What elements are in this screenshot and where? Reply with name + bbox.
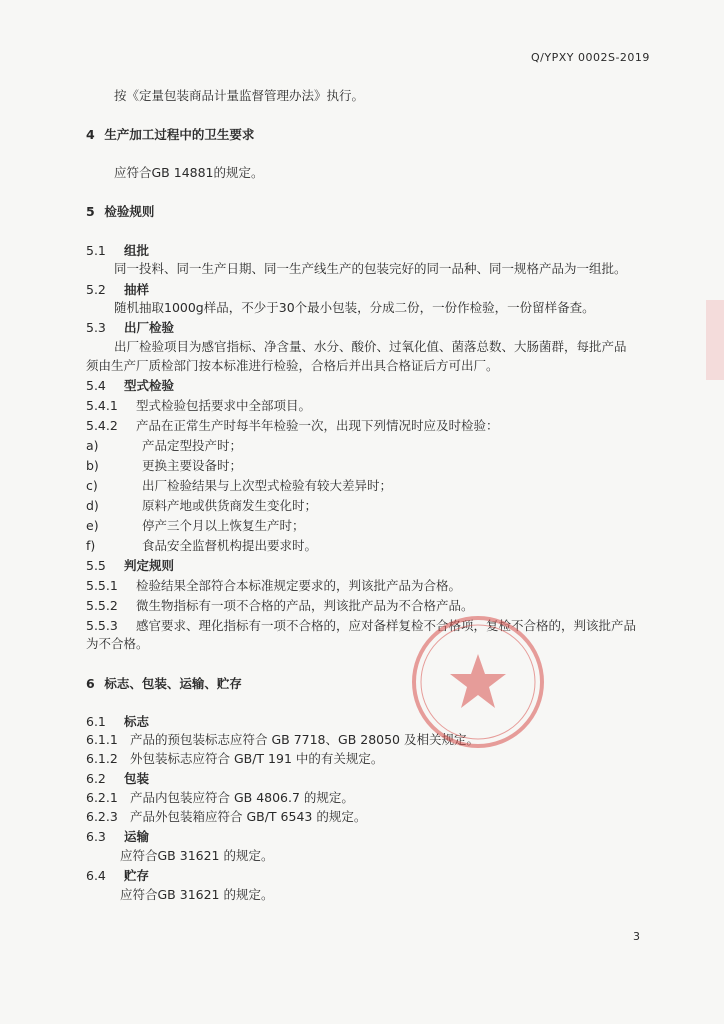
clause-line: 5.4.2 产品在正常生产时每半年检验一次，出现下列情况时应及时检验： [86,418,499,433]
list-item: a) 产品定型投产时； [86,438,242,453]
edge-stamp [706,300,724,380]
subsection-heading: 5.1 组批 [86,243,149,258]
section-heading: 6 标志、包装、运输、贮存 [86,676,242,691]
subsection-heading: 5.2 抽样 [86,282,149,297]
body-line: 为不合格。 [86,636,149,651]
doc-code: Q/YPXY 0002S-2019 [531,51,650,64]
list-item: b) 更换主要设备时； [86,458,242,473]
subsection-heading: 6.1 标志 [86,714,149,729]
body-line: 出厂检验项目为感官指标、净含量、水分、酸价、过氧化值、菌落总数、大肠菌群，每批产品 [114,339,627,354]
body-line: 应符合GB 31621 的规定。 [120,848,274,863]
seal-star-icon [450,654,506,708]
clause-line: 6.2.3 产品外包装箱应符合 GB/T 6543 的规定。 [86,809,367,824]
clause-line: 5.5.3 感官要求、理化指标有一项不合格的，应对备样复检不合格项，复检不合格的，判该批产品 [86,618,636,633]
subsection-heading: 6.3 运输 [86,829,149,844]
list-item: f) 食品安全监督机构提出要求时。 [86,538,317,553]
body-line: 按《定量包装商品计量监督管理办法》执行。 [114,88,365,103]
page-number: 3 [633,930,640,943]
clause-line: 6.1.2 外包装标志应符合 GB/T 191 中的有关规定。 [86,751,384,766]
section-heading: 5 检验规则 [86,204,155,219]
clause-line: 6.2.1 产品内包装应符合 GB 4806.7 的规定。 [86,790,354,805]
subsection-heading: 5.4 型式检验 [86,378,174,393]
section-heading: 4 生产加工过程中的卫生要求 [86,127,255,142]
list-item: d) 原料产地或供货商发生变化时； [86,498,317,513]
list-item: e) 停产三个月以上恢复生产时； [86,518,305,533]
subsection-heading: 5.5 判定规则 [86,558,174,573]
subsection-heading: 6.4 贮存 [86,868,149,883]
body-line: 须由生产厂质检部门按本标准进行检验，合格后并出具合格证后方可出厂。 [86,358,499,373]
company-seal [408,612,548,752]
clause-line: 5.4.1 型式检验包括要求中全部项目。 [86,398,311,413]
subsection-heading: 6.2 包装 [86,771,149,786]
body-line: 随机抽取1000g样品，不少于30个最小包装，分成二份，一份作检验，一份留样备查。 [114,300,595,315]
list-item: c) 出厂检验结果与上次型式检验有较大差异时； [86,478,392,493]
clause-line: 5.5.1 检验结果全部符合本标准规定要求的，判该批产品为合格。 [86,578,461,593]
body-line: 应符合GB 31621 的规定。 [120,887,274,902]
body-line: 应符合GB 14881的规定。 [114,165,264,180]
clause-line: 6.1.1 产品的预包装标志应符合 GB 7718、GB 28050 及相关规定。 [86,732,479,747]
body-line: 同一投料、同一生产日期、同一生产线生产的包装完好的同一品种、同一规格产品为一组批。 [114,261,627,276]
clause-line: 5.5.2 微生物指标有一项不合格的产品，判该批产品为不合格产品。 [86,598,474,613]
subsection-heading: 5.3 出厂检验 [86,320,174,335]
